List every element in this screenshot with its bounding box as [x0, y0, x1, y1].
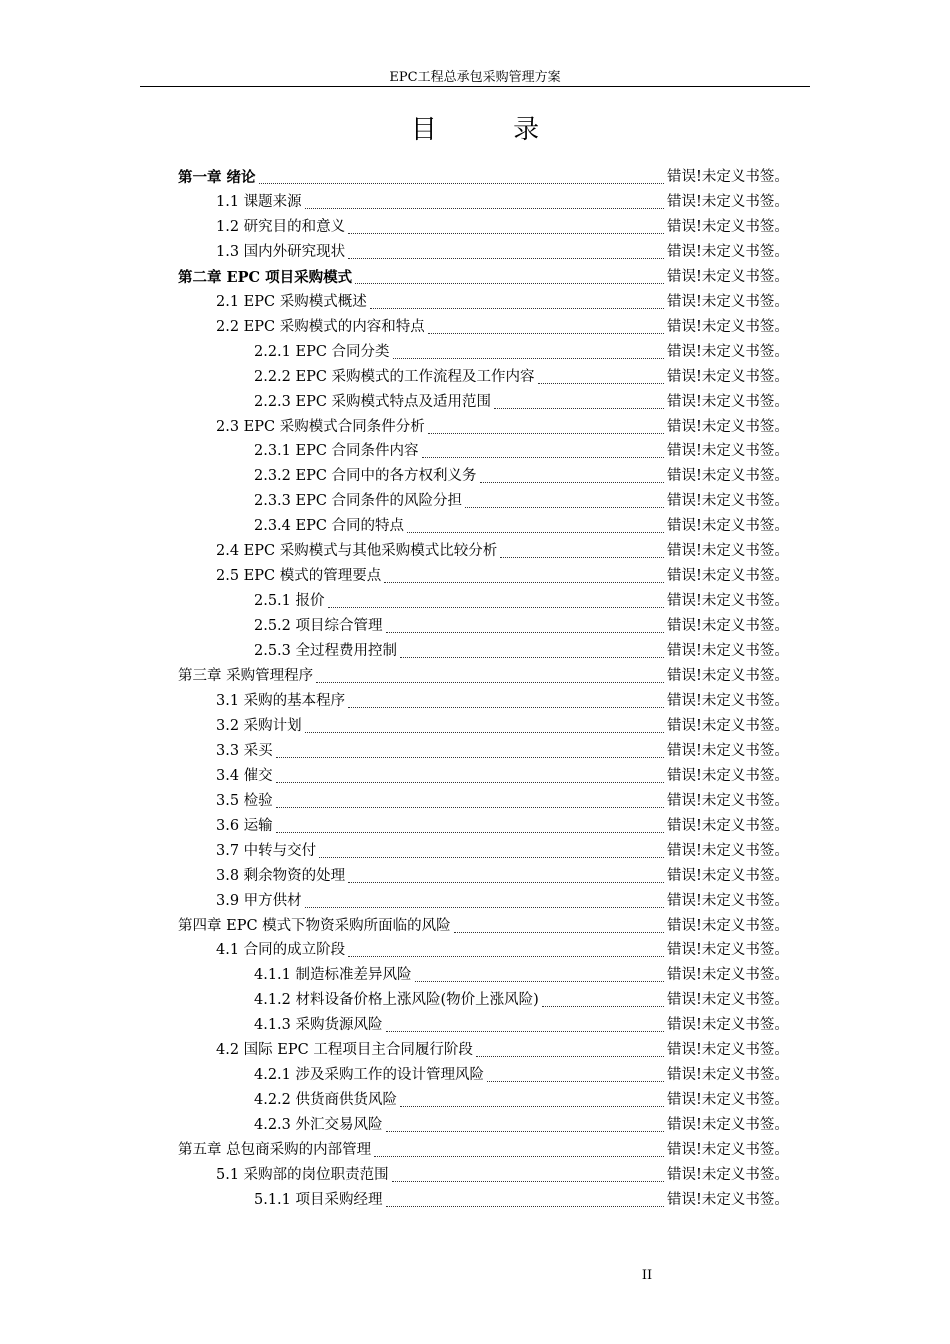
dot-leader: [487, 1081, 664, 1082]
toc-entry-page-ref: 错误!未定义书签。: [667, 243, 789, 260]
toc-entry-page-ref: 错误!未定义书签。: [667, 643, 789, 660]
dot-leader: [276, 807, 664, 808]
toc-entry-label: 5.1 采购部的岗位职责范围: [216, 1167, 389, 1183]
dot-leader: [276, 782, 664, 783]
dot-leader: [348, 882, 664, 883]
toc-entry-label: 2.3.1 EPC 合同条件内容: [254, 443, 419, 460]
dot-leader: [465, 507, 664, 508]
dot-leader: [407, 532, 664, 533]
toc-entry-label: 3.2 采购计划: [216, 717, 302, 734]
toc-entry[interactable]: [254, 1013, 789, 1038]
toc-entry[interactable]: [254, 1188, 789, 1213]
toc-entry[interactable]: [178, 1138, 789, 1163]
toc-entry[interactable]: [216, 814, 789, 839]
toc-entry-page-ref: 错误!未定义书签。: [667, 692, 789, 709]
dot-leader: [476, 1056, 664, 1057]
toc-entry-label: 2.1 EPC 采购模式概述: [216, 293, 367, 310]
dot-leader: [276, 757, 664, 758]
toc-entry[interactable]: [216, 315, 789, 340]
toc-entry-label: 4.2.1 涉及采购工作的设计管理风险: [254, 1067, 485, 1084]
dot-leader: [400, 657, 664, 658]
toc-entry-label: 3.3 采买: [216, 742, 273, 759]
toc-entry-label: 4.2.2 供货商供货风险: [254, 1092, 398, 1109]
toc-entry[interactable]: [216, 539, 789, 564]
toc-entry[interactable]: [216, 789, 789, 814]
toc-entry[interactable]: [216, 215, 789, 240]
toc-entry-page-ref: 错误!未定义书签。: [667, 293, 789, 310]
dot-leader: [305, 907, 664, 908]
dot-leader: [480, 482, 664, 483]
dot-leader: [393, 358, 664, 359]
toc-entry[interactable]: [254, 514, 789, 539]
dot-leader: [305, 208, 664, 209]
page-number: II: [641, 1268, 653, 1283]
toc-entry-label: 4.2.3 外汇交易风险: [254, 1117, 383, 1134]
toc-entry-page-ref: 错误!未定义书签。: [667, 618, 789, 635]
dot-leader: [305, 732, 664, 733]
dot-leader: [348, 956, 664, 957]
toc-entry-page-ref: 错误!未定义书签。: [667, 169, 789, 185]
dot-leader: [386, 1131, 664, 1132]
toc-entry-label: 3.8 剩余物资的处理: [216, 867, 346, 884]
toc-entry-page-ref: 错误!未定义书签。: [667, 917, 789, 934]
toc-entry-label: 4.2 国际 EPC 工程项目主合同履行阶段: [216, 1042, 473, 1059]
dot-leader: [428, 433, 664, 434]
dot-leader: [384, 582, 664, 583]
toc-entry-page-ref: 错误!未定义书签。: [667, 418, 789, 435]
toc-entry-page-ref: 错误!未定义书签。: [667, 1017, 789, 1034]
toc-entry-label: 第一章 绪论: [178, 169, 256, 186]
toc-entry-label: 1.3 国内外研究现状: [216, 243, 346, 260]
toc-entry-label: 第二章 EPC 项目采购模式: [178, 268, 353, 286]
toc-entry[interactable]: [254, 464, 789, 489]
dot-leader: [348, 258, 664, 259]
toc-entry-label: 2.5.3 全过程费用控制: [254, 643, 398, 660]
toc-entry-page-ref: 错误!未定义书签。: [667, 1092, 789, 1109]
toc-entry-label: 2.2.3 EPC 采购模式特点及适用范围: [254, 393, 492, 410]
toc-entry[interactable]: [254, 390, 789, 415]
toc-entry-label: 4.1.2 材料设备价格上涨风险(物价上涨风险): [254, 992, 539, 1009]
toc-entry-label: 1.2 研究目的和意义: [216, 218, 346, 235]
toc-entry-label: 2.5.2 项目综合管理: [254, 618, 383, 635]
toc-entry-page-ref: 错误!未定义书签。: [667, 1142, 789, 1159]
toc-entry-page-ref: 错误!未定义书签。: [667, 792, 789, 809]
toc-entry-label: 第三章 采购管理程序: [178, 668, 314, 684]
toc-entry[interactable]: [216, 839, 789, 864]
toc-entry-label: 2.3.3 EPC 合同条件的风险分担: [254, 493, 463, 510]
toc-entry-page-ref: 错误!未定义书签。: [667, 742, 789, 759]
toc-entry[interactable]: [178, 265, 789, 290]
dot-leader: [415, 981, 664, 982]
toc-entry-page-ref: 错误!未定义书签。: [667, 593, 789, 610]
toc-entry-label: 4.1 合同的成立阶段: [216, 942, 346, 959]
dot-leader: [355, 283, 664, 284]
header-rule: [140, 86, 810, 87]
toc-entry-label: 2.3 EPC 采购模式合同条件分析: [216, 418, 425, 435]
dot-leader: [494, 408, 664, 409]
toc-entry-label: 2.2.2 EPC 采购模式的工作流程及工作内容: [254, 368, 535, 385]
toc-entry[interactable]: [254, 963, 789, 988]
toc-entry[interactable]: [254, 1063, 789, 1088]
toc-entry-page-ref: 错误!未定义书签。: [667, 318, 789, 335]
toc-entry-label: 1.1 课题来源: [216, 193, 302, 210]
running-header: EPC工程总承包采购管理方案: [389, 70, 561, 85]
toc-entry-label: 4.1.3 采购货源风险: [254, 1017, 383, 1034]
toc-entry-page-ref: 错误!未定义书签。: [667, 218, 789, 235]
toc-entry-label: 2.2 EPC 采购模式的内容和特点: [216, 318, 425, 335]
toc-entry[interactable]: [216, 1038, 789, 1063]
dot-leader: [538, 383, 664, 384]
toc-entry[interactable]: [254, 439, 789, 464]
dot-leader: [374, 1156, 664, 1157]
toc-entry-label: 3.1 采购的基本程序: [216, 692, 346, 709]
dot-leader: [259, 183, 664, 184]
toc-entry[interactable]: [216, 764, 789, 789]
toc-entry-page-ref: 错误!未定义书签。: [667, 1167, 789, 1183]
toc-entry[interactable]: [178, 664, 789, 689]
toc-entry-page-ref: 错误!未定义书签。: [667, 193, 789, 210]
toc-entry-page-ref: 错误!未定义书签。: [667, 967, 789, 984]
dot-leader: [348, 707, 664, 708]
dot-leader: [400, 1106, 664, 1107]
toc-entry[interactable]: [216, 564, 789, 589]
toc-entry-page-ref: 错误!未定义书签。: [667, 343, 789, 360]
toc-entry[interactable]: [254, 1088, 789, 1113]
dot-leader: [500, 557, 664, 558]
toc-entry[interactable]: [254, 589, 789, 614]
dot-leader: [276, 832, 664, 833]
toc-entry-label: 2.3.4 EPC 合同的特点: [254, 518, 405, 535]
toc-entry-label: 5.1.1 项目采购经理: [254, 1191, 383, 1208]
dot-leader: [386, 1206, 664, 1207]
toc-entry[interactable]: [216, 714, 789, 739]
dot-leader: [348, 233, 664, 234]
toc-entry-label: 3.7 中转与交付: [216, 842, 317, 859]
toc-entry[interactable]: [254, 988, 789, 1013]
toc-entry[interactable]: [216, 1163, 789, 1188]
toc-entry-label: 3.4 催交: [216, 767, 273, 784]
toc-title: 目 录: [410, 115, 574, 145]
dot-leader: [319, 857, 664, 858]
dot-leader: [316, 682, 664, 683]
toc-entry[interactable]: [178, 914, 789, 939]
dot-leader: [370, 308, 664, 309]
toc-entry[interactable]: [178, 165, 789, 190]
toc-entry-label: 第四章 EPC 模式下物资采购所面临的风险: [178, 917, 451, 934]
toc-entry-page-ref: 错误!未定义书签。: [667, 668, 789, 684]
toc-entry-page-ref: 错误!未定义书签。: [667, 1191, 789, 1208]
toc-entry[interactable]: [216, 240, 789, 265]
dot-leader: [454, 932, 664, 933]
toc-entry-label: 2.4 EPC 采购模式与其他采购模式比较分析: [216, 543, 498, 560]
toc-entry-page-ref: 错误!未定义书签。: [667, 568, 789, 585]
toc-entry[interactable]: [254, 365, 789, 390]
toc-entry-page-ref: 错误!未定义书签。: [667, 468, 789, 485]
toc-entry-label: 第五章 总包商采购的内部管理: [178, 1142, 372, 1159]
toc-entry[interactable]: [254, 614, 789, 639]
toc-entry-page-ref: 错误!未定义书签。: [667, 942, 789, 959]
toc-entry[interactable]: [216, 864, 789, 889]
toc-entry[interactable]: [254, 639, 789, 664]
dot-leader: [386, 632, 664, 633]
toc-entry[interactable]: [216, 938, 789, 963]
toc-entry[interactable]: [254, 1113, 789, 1138]
toc-entry-page-ref: 错误!未定义书签。: [667, 892, 789, 909]
toc-entry-page-ref: 错误!未定义书签。: [667, 368, 789, 385]
toc-entry[interactable]: [216, 739, 789, 764]
dot-leader: [542, 1006, 664, 1007]
toc-entry-page-ref: 错误!未定义书签。: [667, 1117, 789, 1134]
toc-entry-page-ref: 错误!未定义书签。: [667, 842, 789, 859]
toc-entry-label: 3.5 检验: [216, 792, 273, 809]
toc-entry-label: 2.5.1 报价: [254, 593, 325, 610]
toc-entry[interactable]: [216, 415, 789, 440]
toc-entry-page-ref: 错误!未定义书签。: [667, 767, 789, 784]
toc-entry[interactable]: [216, 889, 789, 914]
dot-leader: [386, 1031, 664, 1032]
toc-entry-page-ref: 错误!未定义书签。: [667, 717, 789, 734]
toc-entry-label: 3.6 运输: [216, 817, 273, 834]
toc-entry[interactable]: [216, 290, 789, 315]
dot-leader: [328, 607, 664, 608]
toc-entry[interactable]: [254, 489, 789, 514]
toc-entry-label: 2.2.1 EPC 合同分类: [254, 343, 390, 360]
toc-entry-page-ref: 错误!未定义书签。: [667, 1067, 789, 1084]
toc-entry-page-ref: 错误!未定义书签。: [667, 817, 789, 834]
toc-entry-page-ref: 错误!未定义书签。: [667, 393, 789, 410]
toc-entry-label: 2.5 EPC 模式的管理要点: [216, 568, 382, 585]
toc-entry-label: 4.1.1 制造标准差异风险: [254, 967, 412, 984]
dot-leader: [392, 1181, 664, 1182]
toc-entry[interactable]: [254, 340, 789, 365]
toc-entry-page-ref: 错误!未定义书签。: [667, 543, 789, 560]
toc-entry-page-ref: 错误!未定义书签。: [667, 992, 789, 1009]
toc-entry-page-ref: 错误!未定义书签。: [667, 867, 789, 884]
dot-leader: [422, 457, 664, 458]
toc-entry-page-ref: 错误!未定义书签。: [667, 493, 789, 510]
toc-entry-page-ref: 错误!未定义书签。: [667, 1042, 789, 1059]
toc-entry-label: 3.9 甲方供材: [216, 892, 302, 909]
toc-entry[interactable]: [216, 190, 789, 215]
toc-entry-label: 2.3.2 EPC 合同中的各方权利义务: [254, 468, 477, 485]
toc-entry-page-ref: 错误!未定义书签。: [667, 268, 789, 285]
toc-entry-page-ref: 错误!未定义书签。: [667, 518, 789, 535]
dot-leader: [428, 333, 664, 334]
toc-entry[interactable]: [216, 689, 789, 714]
toc-entry-page-ref: 错误!未定义书签。: [667, 443, 789, 460]
